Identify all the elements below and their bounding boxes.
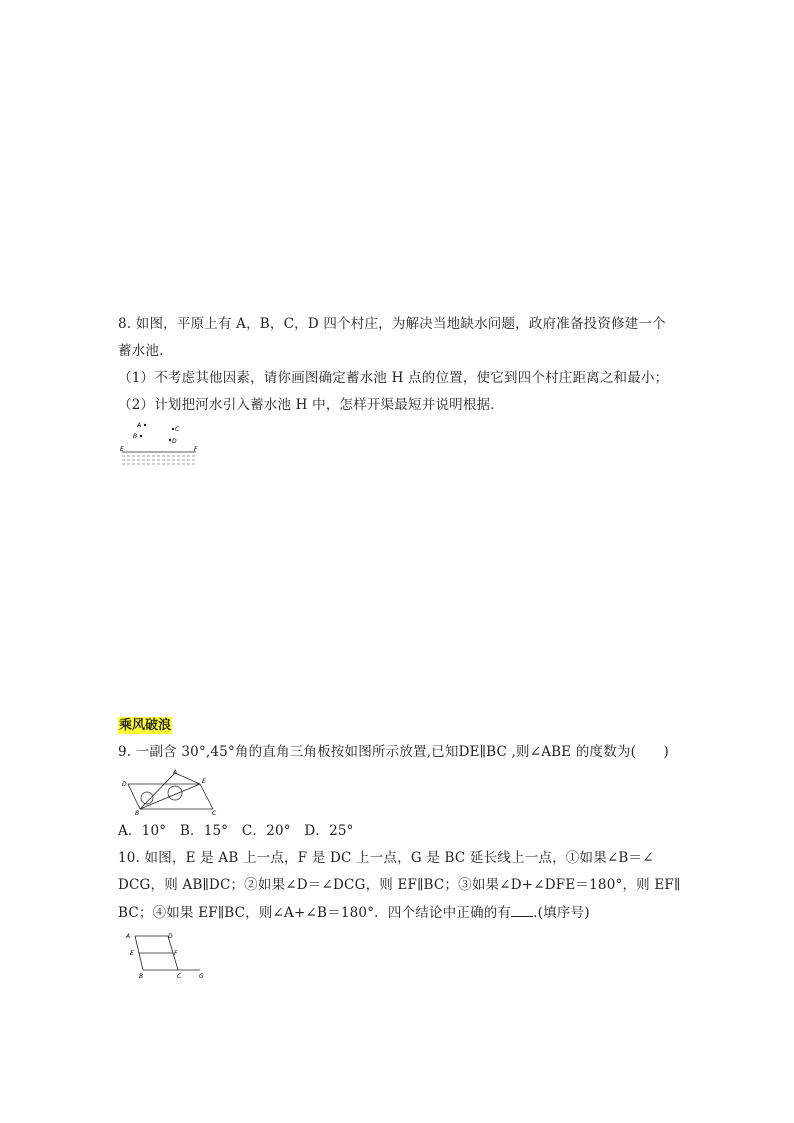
q10-text-line1: 10. 如图，E 是 AB 上一点，F 是 DC 上一点，G 是 BC 延长线上一点，①如果∠B＝∠: [118, 850, 654, 866]
label-a: A: [173, 769, 178, 776]
label-g: G: [199, 973, 204, 980]
q9-figure: [118, 768, 218, 816]
label-d: D: [172, 438, 177, 445]
answer-blank[interactable]: [511, 904, 533, 917]
point-b: [140, 435, 142, 437]
q10-text-line3-main: BC；④如果 EF∥BC，则∠A+∠B＝180°．四个结论中正确的有: [118, 905, 512, 921]
label-e: E: [130, 950, 134, 957]
point-a: [144, 424, 146, 426]
segment-ae: [175, 773, 200, 784]
label-d: D: [122, 781, 127, 788]
q10-text-line2: DCG，则 AB∥DC；②如果∠D＝∠DCG，则 EF∥BC；③如果∠D+∠DFE＝180°，则 EF∥: [118, 877, 681, 893]
label-d: D: [168, 933, 173, 940]
label-b: B: [133, 433, 138, 440]
q8-text-line2: 蓄水池．: [118, 343, 173, 359]
label-e: E: [120, 446, 124, 453]
segment-ec: [200, 784, 213, 809]
label-c: C: [212, 810, 217, 816]
label-a: A: [137, 422, 142, 429]
label-b: B: [135, 810, 140, 816]
q9-question: 9. 一副含 30°,45°角的直角三角板按如图所示放置,已知DE∥BC ,则∠ABE 的度数为( ): [118, 744, 669, 760]
section-heading: 乘风破浪: [119, 718, 172, 733]
label-c: C: [177, 973, 182, 980]
q10-text-line3-suffix: .(填序号): [533, 905, 590, 921]
q8-figure: [118, 418, 208, 470]
q8-text-line1: 8. 如图，平原上有 A，B，C，D 四个村庄，为解决当地缺水问题，政府准备投资修建一个: [118, 316, 666, 332]
label-c: C: [175, 426, 180, 433]
q9-options: A．10° B．15° C．20° D．25°: [118, 823, 354, 839]
segment-db: [128, 784, 140, 809]
q8-text-line3: （1）不考虑其他因素，请你画图确定蓄水池 H 点的位置，使它到四个村庄距离之和最小；: [118, 370, 669, 386]
label-e: E: [202, 778, 206, 785]
triangle-hole-2: [168, 786, 182, 800]
q10-figure: [118, 928, 213, 980]
label-a: A: [126, 933, 131, 940]
label-f: F: [174, 950, 178, 957]
q10-text-line3: [118, 904, 590, 922]
label-f: F: [194, 446, 198, 453]
point-d: [169, 439, 171, 441]
label-b: B: [139, 973, 144, 980]
q8-text-line4: （2）计划把河水引入蓄水池 H 中，怎样开渠最短并说明根据．: [118, 397, 504, 413]
point-c: [172, 428, 174, 430]
